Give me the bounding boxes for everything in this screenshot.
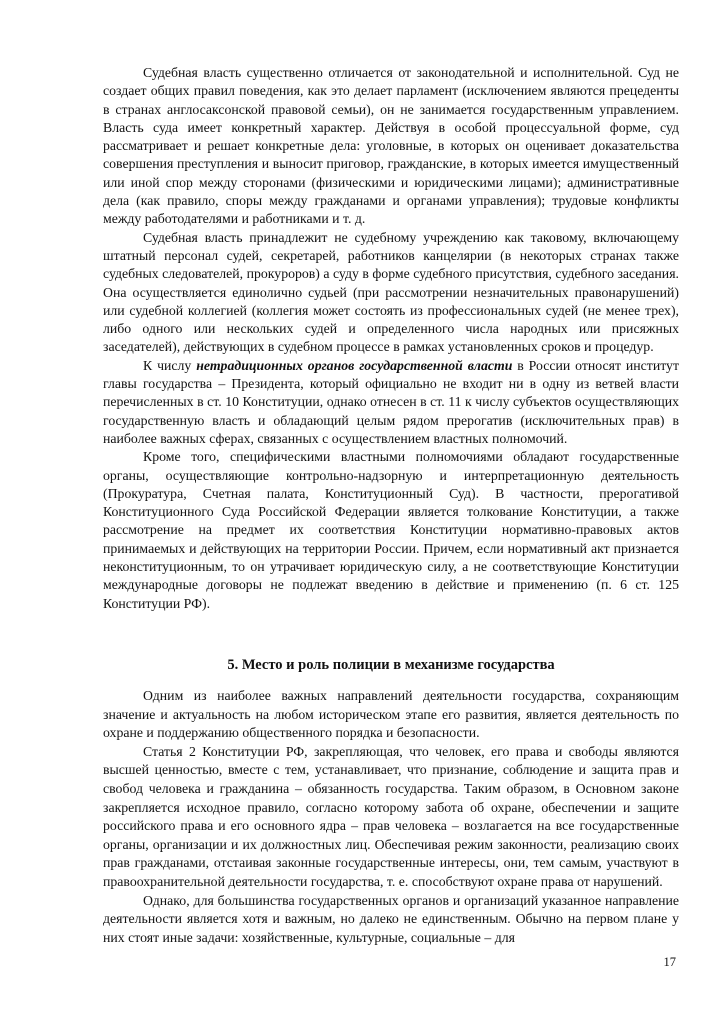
paragraph-other-tasks: Однако, для большинства государственных органов и организаций указанное направление деятельности является хотя и важным, но далеко не единственным. Обычно на первом плане у них стоят иные задачи: хозяйственные, культурные, социальные – для xyxy=(103,892,679,945)
paragraph-text-before: К числу xyxy=(143,357,197,373)
paragraph-public-order: Одним из наиболее важных направлений деятельности государства, сохраняющим значение и актуальность на любом историческом этапе его развития, является деятельность по охране и поддержанию общественного порядка и безопасности. xyxy=(103,688,679,741)
paragraph-constitution-article-2: Статья 2 Конституции РФ, закрепляющая, что человек, его права и свободы являются высшей ценностью, вместе с тем, устанавливает, что признание, соблюдение и защита прав и свобод человека и гражданина – обязанность государства. Таким образом, в Основном законе закрепляется исходное правило, согласно которому забота об охране, обеспечении и защите российского права и его основного ядра – прав человека – возлагается на все государственные органы, организации и их должностных лиц. Обеспечивая режим законности, реализацию своих прав гражданами, отстаивая законные государственные интересы, они, тем самым, участвуют в правоохранительной деятельности государства, т. е. способствуют охране права от нарушений. xyxy=(103,743,679,889)
paragraph-nontraditional-organs xyxy=(103,357,679,448)
section-heading: 5. Место и роль полиции в механизме государства xyxy=(227,657,555,673)
paragraph-text-after: в России относят институт главы государства – Президента, который официально не входит ни в одну из ветвей власти перечисленных в ст. 10 Конституции, однако отнесен в ст. 11 к числу субъектов осуществляющих государственную власть и обладающий целым рядом прерогатив (исключительных прав) в наиболее важных сферах, связанных с осуществлением властных полномочий. xyxy=(103,357,679,446)
emphasis-nontraditional-organs: нетрадиционных органов государственной власти xyxy=(196,357,513,373)
document-body-section-1 xyxy=(103,64,679,613)
paragraph-judicial-power-court: Судебная власть принадлежит не судебному учреждению как таковому, включающему штатный персонал судей, секретарей, работников канцелярии (в некоторых странах также судебных следователей, прокуроров) а суду в форме судебного присутствия, судебного заседания. Она осуществляется единолично судьей (при рассмотрении незначительных правонарушений) или судебной коллегией (коллегия может состоять из профессиональных судей (не менее трех), либо одного или нескольких судей и определенного числа народных или присяжных заседателей), действующих в судебном процессе в рамках установленных сроков и процедур. xyxy=(103,229,679,355)
page-number: 17 xyxy=(663,955,676,969)
section-heading-container xyxy=(103,656,679,674)
paragraph-control-organs: Кроме того, специфическими властными полномочиями обладают государственные органы, осуществляющие контрольно-надзорную и интерпретационную деятельность (Прокуратура, Счетная палата, Конституционный Суд). В частности, прерогативой Конституционного Суда Российской Федерации является толкование Конституции, а также рассмотрение на предмет их соответствия Конституции нормативно-правовых актов принимаемых и действующих на территории России. Причем, если нормативный акт признается неконституционным, то он утрачивает юридическую силу, а не соответствующие Конституции международные договоры не подлежат введению в действие и применению (п. 6 ст. 125 Конституции РФ). xyxy=(103,449,679,611)
document-body-section-2 xyxy=(103,687,679,947)
paragraph-judicial-power-distinction: Судебная власть существенно отличается от законодательной и исполнительной. Суд не создает общих правил поведения, как это делает парламент (исключением являются прецеденты в странах англосаксонской правовой семьи), он не занимается государственным управлением. Власть суда имеет конкретный характер. Действуя в особой процессуальной форме, суд рассматривает и решает конкретные дела: уголовные, в которых он оценивает доказательства совершения преступления и выносит приговор, гражданские, в которых имеется имущественный или иной спор между сторонами (физическими и юридическими лицами); административные дела (как правило, споры между гражданами и органами управления); трудовые конфликты между работодателями и работниками и т. д. xyxy=(103,65,679,227)
